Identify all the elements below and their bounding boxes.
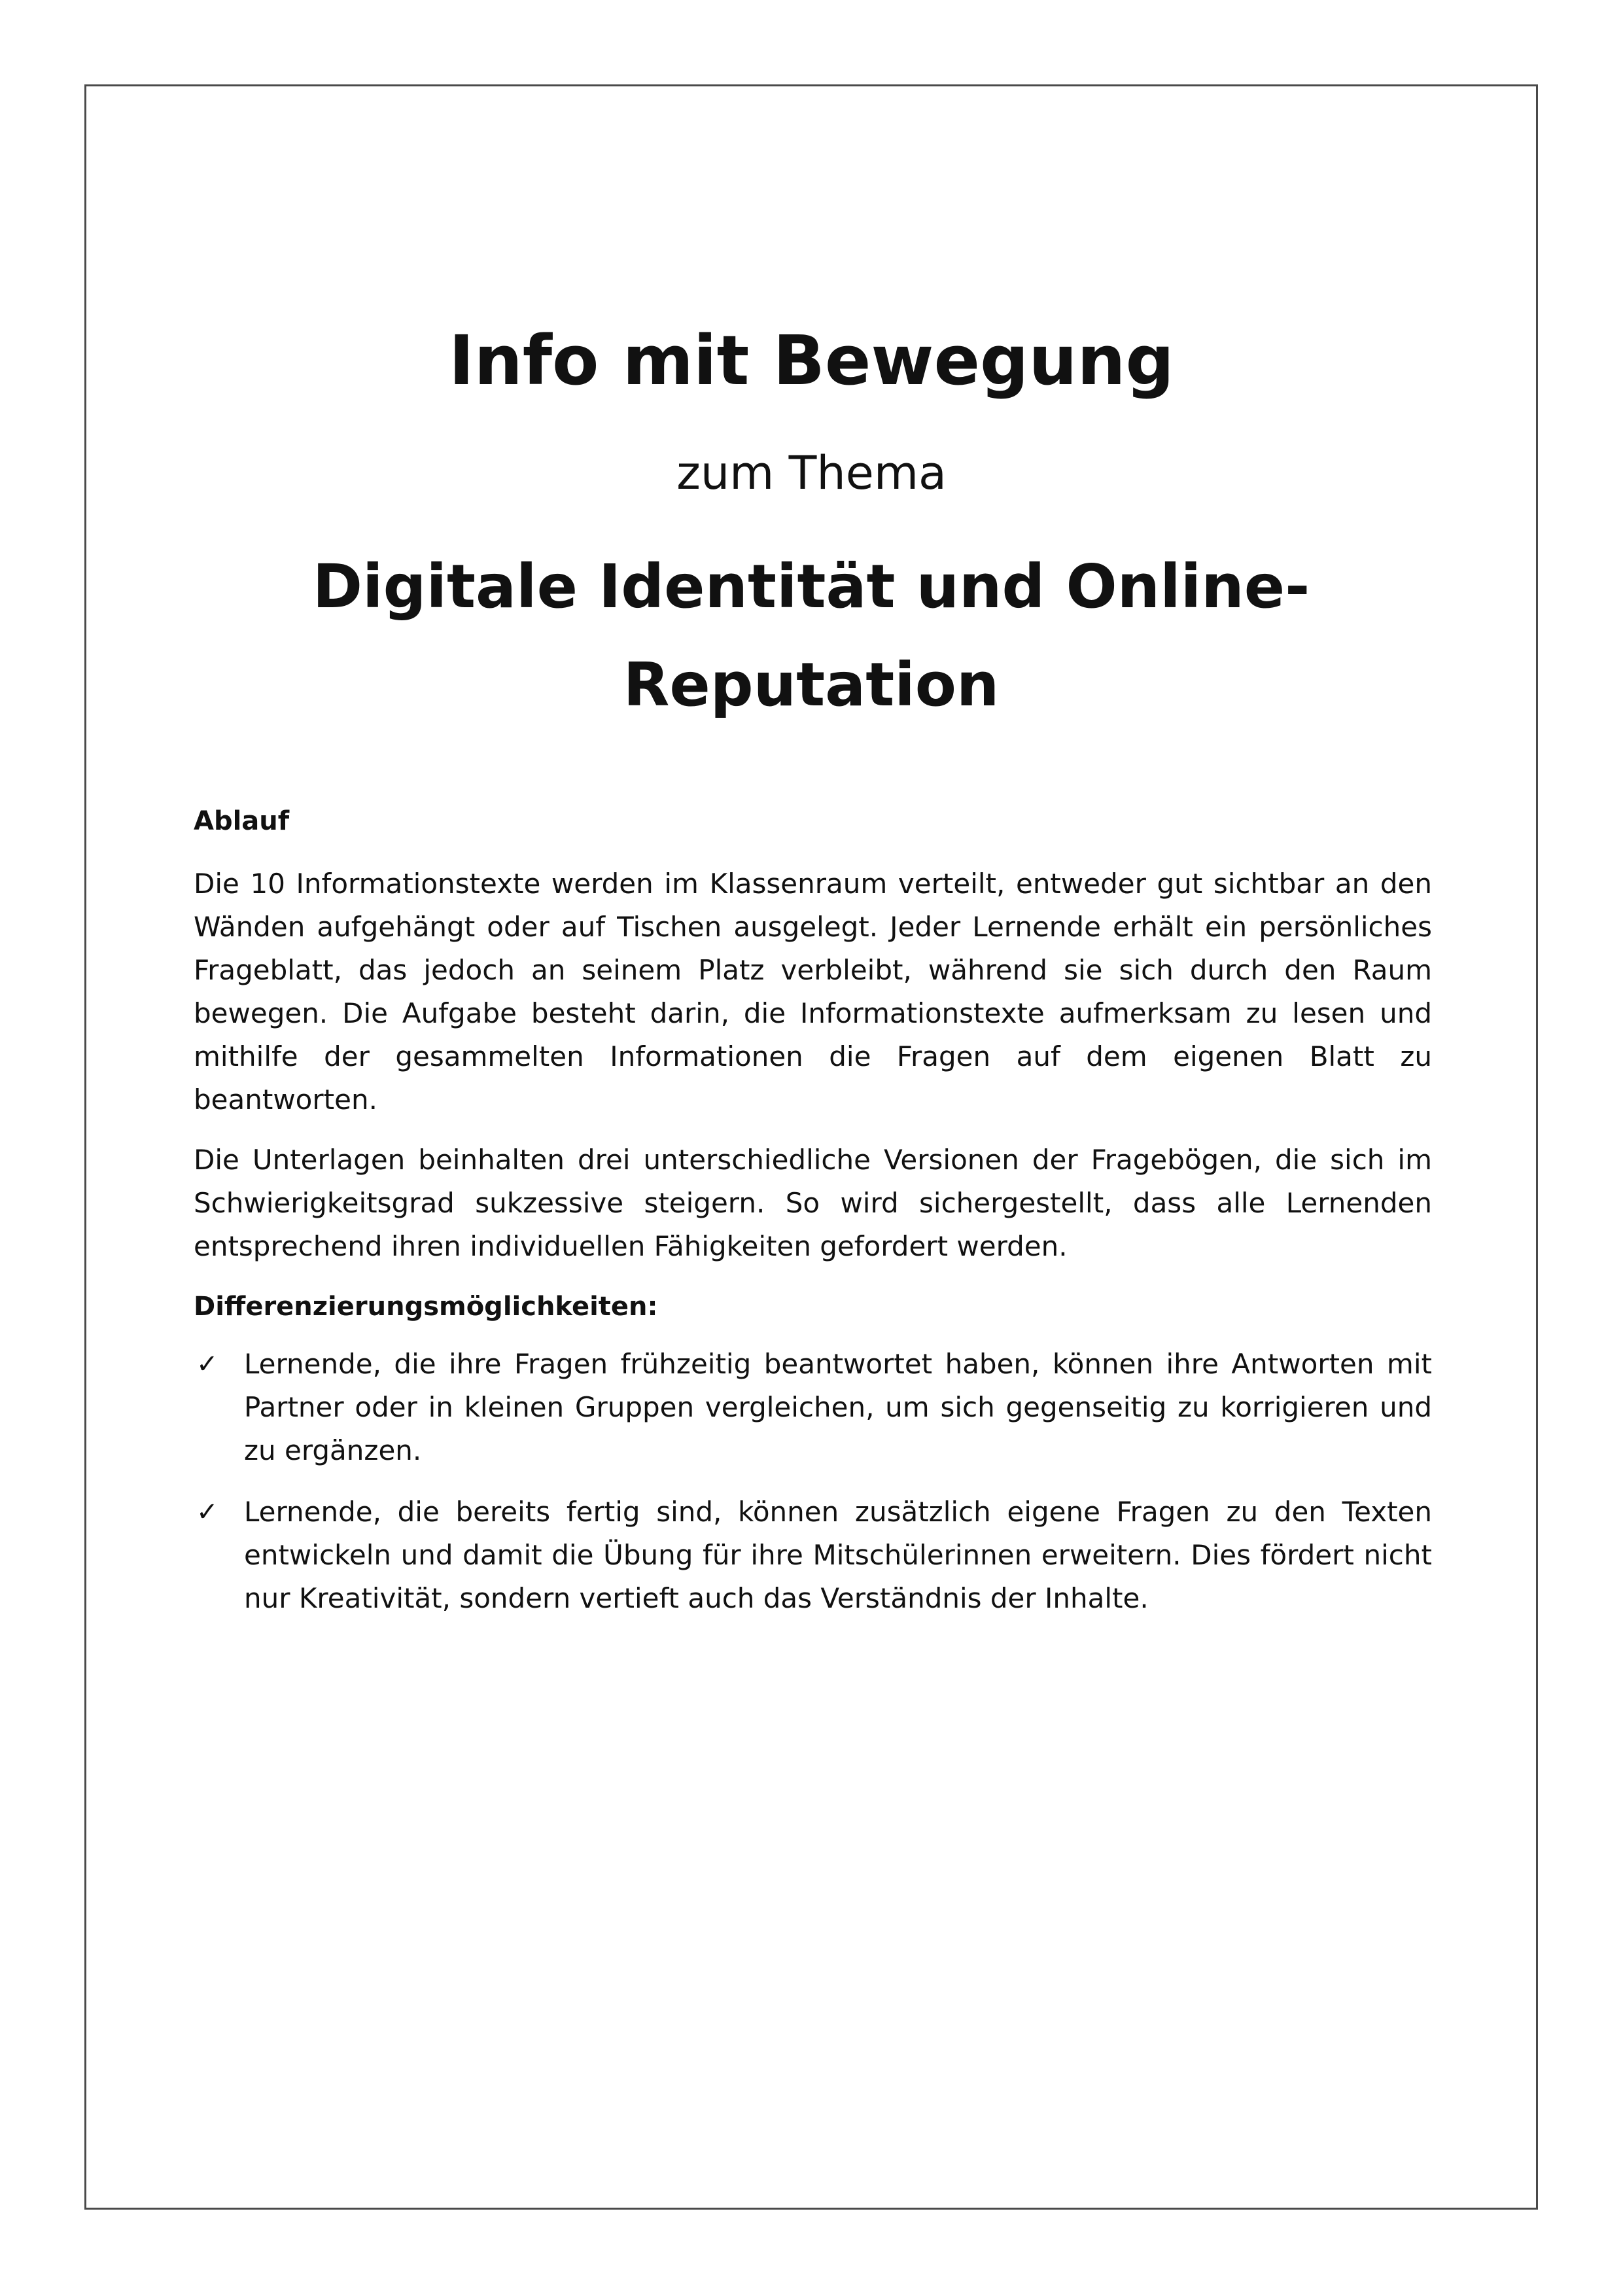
list-item: [194, 1343, 1432, 1472]
checkmark-icon: ✓: [196, 1349, 218, 1379]
list-item: [194, 1491, 1432, 1620]
list-item-text: Lernende, die bereits fertig sind, können zusätzlich eigene Fragen zu den Texten entwickeln und damit die Übung für ihre Mitschülerinnen erweitern. Dies fördert nicht nur Kreativität, sondern vertieft auch das Verständnis der Inhalte.: [244, 1496, 1432, 1614]
document-title: Info mit Bewegung: [449, 321, 1174, 400]
section-heading-differenzierung: Differenzierungsmöglichkeiten:: [194, 1292, 658, 1322]
checkmark-icon: ✓: [196, 1497, 218, 1527]
ablauf-paragraph: Die 10 Informationstexte werden im Klassenraum verteilt, entweder gut sichtbar an den Wänden aufgehängt oder auf Tischen ausgelegt. Jeder Lernende erhält ein persönliches Frageblatt, das jedoch an seinem Platz verbleibt, während sie sich durch den Raum bewegen. Die Aufgabe besteht darin, die Informationstexte aufmerksam zu lesen und mithilfe der gesammelten Informationen die Fragen auf dem eigenen Blatt zu beantworten.: [194, 868, 1432, 1116]
document-body: [194, 800, 1432, 1638]
section-heading-ablauf: Ablauf: [194, 806, 290, 836]
differenzierung-list: [194, 1343, 1432, 1620]
document-subtitle: zum Thema: [676, 446, 947, 500]
topic-title: Digitale Identität und Online-Reputation: [312, 552, 1310, 720]
list-item-text: Lernende, die ihre Fragen frühzeitig beantwortet haben, können ihre Antworten mit Partner oder in kleinen Gruppen vergleichen, um sich gegenseitig zu korrigieren und zu ergänzen.: [244, 1348, 1432, 1466]
ablauf-paragraph: Die Unterlagen beinhalten drei unterschiedliche Versionen der Fragebögen, die sich im Schwierigkeitsgrad sukzessive steigern. So wird sichergestellt, dass alle Lernenden entsprechend ihren individuellen Fähigkeiten gefordert werden.: [194, 1144, 1432, 1262]
